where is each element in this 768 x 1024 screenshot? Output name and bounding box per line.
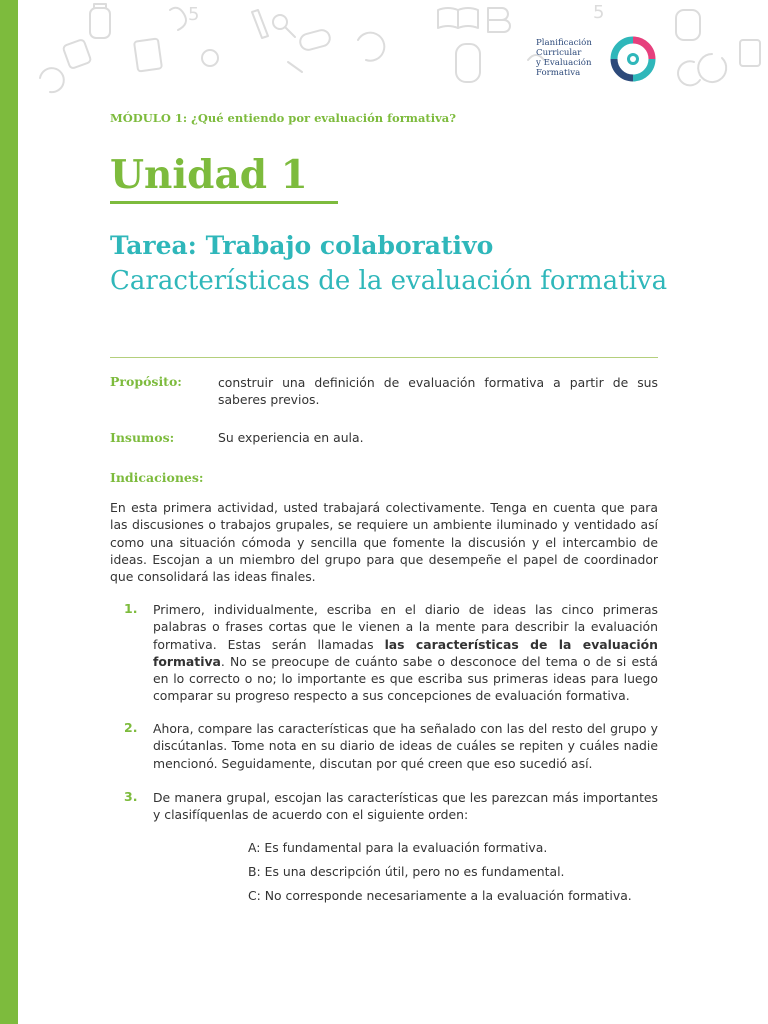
proposito-text: construir una definición de evaluación formativa a partir de sus saberes previos. [218, 375, 658, 407]
proposito-label: Propósito: [110, 374, 182, 389]
indicaciones-text: En esta primera actividad, usted trabajará colectivamente. Tenga en cuenta que para las discusiones o trabajos grupales, se requiere un ambiente iluminado y ventidado así como una situación cómoda y sencilla que fomente la discusión y el intercambio de ideas. Escojan a un miembro del grupo para que desempeñe el papel de coordinador que consolidará las ideas finales. [110, 500, 658, 585]
logo-planificacion-curricular [536, 36, 658, 84]
option-item: A: Es fundamental para la evaluación formativa. [248, 840, 548, 855]
step-text-bold: las características de la evaluación formativa [153, 636, 659, 669]
svg-text:5: 5 [593, 2, 605, 23]
logo-line: y Evaluación [536, 58, 592, 68]
unit-title: Unidad 1 [110, 152, 308, 198]
option-item: B: Es una descripción útil, pero no es fundamental. [248, 864, 565, 879]
module-heading: MÓDULO 1: ¿Qué entiendo por evaluación formativa? [110, 111, 456, 125]
unit-underline [110, 201, 338, 204]
logo-line: Formativa [536, 68, 581, 78]
step-number: 1. [124, 601, 138, 616]
logo-circle-icon [610, 36, 656, 82]
insumos-text: Su experiencia en aula. [218, 430, 364, 445]
insumos-label: Insumos: [110, 430, 175, 445]
step-number: 3. [124, 789, 138, 804]
logo-text [536, 38, 610, 78]
indicaciones-label: Indicaciones: [110, 470, 204, 485]
task-title: Tarea: Trabajo colaborativo [110, 231, 494, 260]
svg-text:5: 5 [188, 4, 200, 25]
left-accent-bar [0, 0, 18, 1024]
logo-line: Planificación [536, 38, 592, 48]
step-text [153, 601, 658, 705]
step-text-part: Primero, individualmente, escriba en el diario de ideas las cinco primeras palabras o frases cortas que le vienen a la mente para describir la evaluación formativa. Estas serán llamadas [153, 602, 658, 652]
step-number: 2. [124, 720, 138, 735]
logo-line: Curricular [536, 48, 582, 58]
option-item: C: No corresponde necesariamente a la evaluación formativa. [248, 888, 632, 903]
step-text-part: . No se preocupe de cuánto sabe o desconoce del tema o de si está en lo correcto o no; lo importante es que escriba sus primeras ideas para luego comparar su progreso respecto a sus concepciones de evaluación formativa. [153, 653, 658, 704]
step-text: De manera grupal, escojan las características que les parezcan más importantes y clasifíquenlas de acuerdo con el siguiente orden: [153, 790, 658, 823]
section-divider [110, 357, 658, 358]
step-text: Ahora, compare las características que ha señalado con las del resto del grupo y discútanlas. Tome nota en su diario de ideas de cuáles se repiten y cuáles nadie mencionó. Seguidamente, discutan por qué creen que eso sucedió así. [153, 721, 658, 771]
task-subtitle: Características de la evaluación formativa [110, 266, 668, 296]
